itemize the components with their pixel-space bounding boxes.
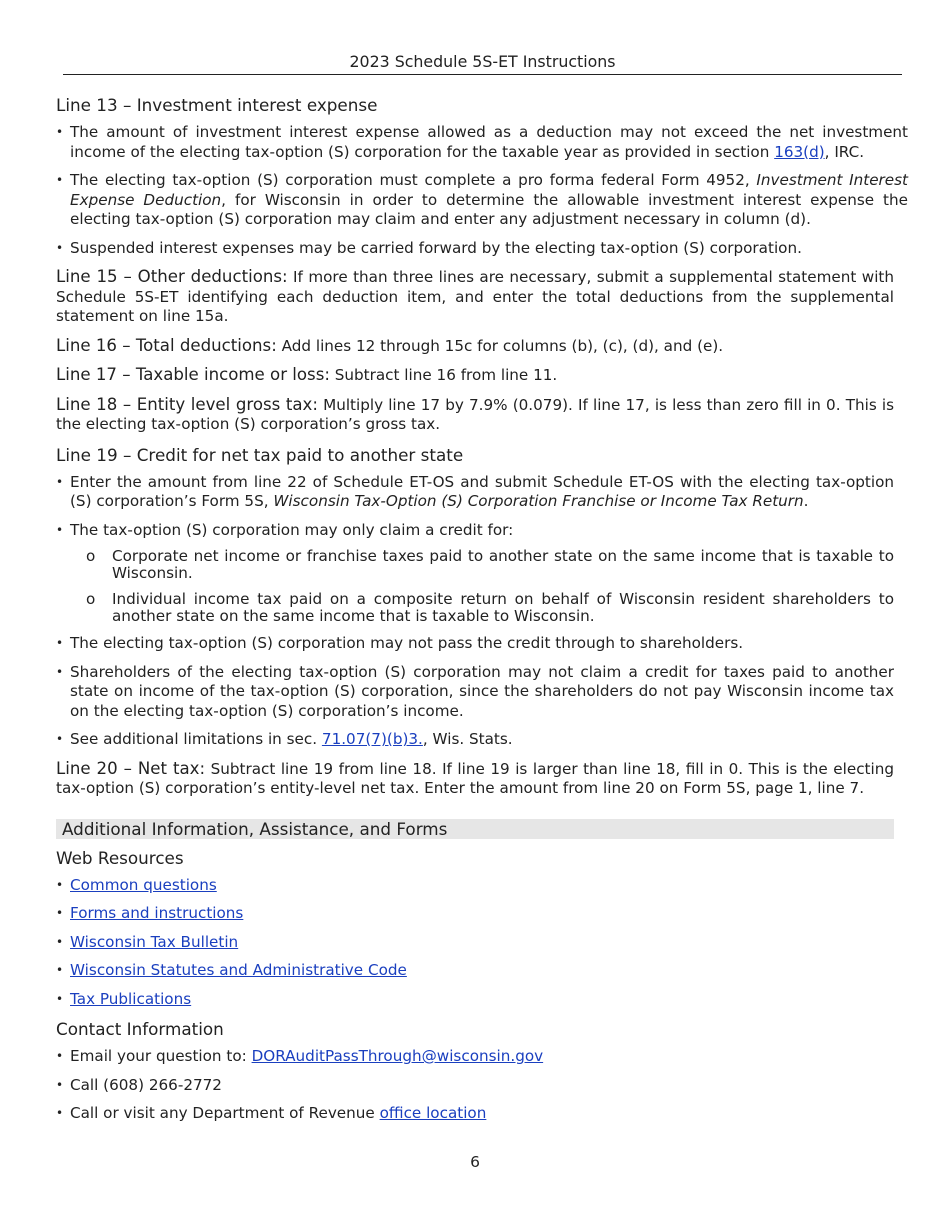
line15-paragraph xyxy=(56,267,894,327)
web-resource-item xyxy=(56,990,908,1010)
line19-bullet-2 xyxy=(56,521,894,626)
contact-phone-item: • Call (608) 266-2772 xyxy=(56,1076,908,1096)
line13-heading: Line 13 – Investment interest expense xyxy=(56,95,378,115)
line13-bullet-2-text: The electing tax-option (S) corporation must complete a pro forma federal Form 4952, xyxy=(70,171,757,189)
line15-text: If more than three lines are necessary, submit a supplemental statement with Schedule 5S-ET identifying each deduction item, and enter the total deductions from the supplemental statement on line 15a. xyxy=(56,268,894,325)
line15-lead: Line 15 – Other deductions: xyxy=(56,267,288,286)
line13-bullet-3: • Suspended interest expenses may be carried forward by the electing tax-option (S) corporation. xyxy=(56,239,908,259)
line17-text: Subtract line 16 from line 11. xyxy=(329,366,558,384)
wis-stats-71-07-link[interactable]: 71.07(7)(b)3. xyxy=(321,730,423,748)
contact-info-heading: Contact Information xyxy=(56,1019,224,1039)
contact-email-link[interactable]: DORAuditPassThrough@wisconsin.gov xyxy=(251,1047,544,1065)
form-4952-title: Investment Interest Expense Deduction xyxy=(70,171,908,209)
line19-bullet-1-text: Enter the amount from line 22 of Schedule ET-OS and submit Schedule ET-OS with the electing tax-option (S) corporation’s Form 5S, xyxy=(70,472,894,510)
line16-lead: Line 16 – Total deductions: xyxy=(56,335,277,355)
page-content xyxy=(56,94,908,1133)
line16-text: Add lines 12 through 15c for columns (b), (c), (d), and (e). xyxy=(276,336,724,355)
forms-and-instructions-link[interactable]: Forms and instructions xyxy=(70,904,244,922)
wisconsin-tax-bulletin-link[interactable]: Wisconsin Tax Bulletin xyxy=(70,932,239,951)
line17-paragraph xyxy=(56,365,894,386)
web-resource-item xyxy=(56,933,908,953)
line19-bullet-3: • The electing tax-option (S) corporation may not pass the credit through to shareholders. xyxy=(56,634,894,654)
line13-bullet-2-tail: , for Wisconsin in order to determine the allowable investment interest expense the electing tax-option (S) corporation may claim and enter any adjustment necessary in column (d). xyxy=(70,190,908,228)
page-header: 2023 Schedule 5S-ET Instructions xyxy=(63,51,902,75)
line19-bullet-1 xyxy=(56,473,894,512)
credit-sub-item-2: o Individual income tax paid on a composite return on behalf of Wisconsin resident shareholders to another state on the same income that is taxable to Wisconsin. xyxy=(70,591,894,625)
line19-bullet-4: • Shareholders of the electing tax-option (S) corporation may not claim a credit for taxes paid to another state on income of the tax-option (S) corporation, since the shareholders do not pay Wisconsin income tax on the electing tax-option (S) corporation’s income. xyxy=(56,663,894,722)
contact-email-item xyxy=(56,1047,908,1067)
line19-bullet-5-tail: , Wis. Stats. xyxy=(422,730,513,748)
line19-bullet-1-tail: . xyxy=(803,492,809,510)
line20-text: Subtract line 19 from line 18. If line 19 is larger than line 18, fill in 0. This is the electing tax-option (S) corporation’s entity-level net tax. Enter the amount from line 20 on Form 5S, page 1, line 7. xyxy=(56,759,894,797)
line13-bullet-1-tail: , IRC. xyxy=(824,142,865,161)
line20-paragraph xyxy=(56,759,894,799)
line13-bullet-1 xyxy=(56,123,908,162)
contact-email-label: Email your question to: xyxy=(70,1047,252,1065)
line13-bullet-2 xyxy=(56,171,908,230)
common-questions-link[interactable]: Common questions xyxy=(70,875,217,894)
line19-bullet-2-text: The tax-option (S) corporation may only claim a credit for: xyxy=(70,520,514,539)
web-resources-list xyxy=(56,876,908,1010)
line13-list xyxy=(56,123,908,258)
line18-lead: Line 18 – Entity level gross tax: xyxy=(56,394,318,414)
statutes-admin-code-link[interactable]: Wisconsin Statutes and Administrative Code xyxy=(70,961,407,979)
line19-bullet-5-text: See additional limitations in sec. xyxy=(70,730,322,748)
form-5s-title: Wisconsin Tax-Option (S) Corporation Franchise or Income Tax Return xyxy=(273,492,804,510)
credit-sub-list xyxy=(70,548,894,625)
web-resource-item xyxy=(56,961,908,981)
line19-list xyxy=(56,473,894,750)
line16-paragraph xyxy=(56,336,894,357)
line18-text: Multiply line 17 by 7.9% (0.079). If line 17, is less than zero fill in 0. This is the electing tax-option (S) corporation’s gross tax. xyxy=(56,395,894,433)
line20-lead: Line 20 – Net tax: xyxy=(56,758,206,778)
line17-lead: Line 17 – Taxable income or loss: xyxy=(56,365,330,384)
additional-info-section-title: Additional Information, Assistance, and Forms xyxy=(56,819,894,839)
line13-bullet-1-text: The amount of investment interest expense allowed as a deduction may not exceed the net investment income of the electing tax-option (S) corporation for the taxable year as provided in section xyxy=(70,123,908,161)
office-location-link[interactable]: office location xyxy=(379,1104,487,1122)
page-number: 6 xyxy=(470,1153,480,1171)
line19-bullet-5 xyxy=(56,730,894,750)
contact-office-item xyxy=(56,1104,908,1124)
line19-heading: Line 19 – Credit for net tax paid to another state xyxy=(56,444,464,465)
web-resource-item xyxy=(56,904,908,924)
contact-info-list xyxy=(56,1047,908,1124)
irc-163d-link[interactable]: 163(d) xyxy=(774,142,825,161)
credit-sub-item-1: o Corporate net income or franchise taxes paid to another state on the same income that is taxable to Wisconsin. xyxy=(70,548,894,582)
tax-publications-link[interactable]: Tax Publications xyxy=(70,989,192,1008)
web-resources-heading: Web Resources xyxy=(56,847,184,868)
web-resource-item xyxy=(56,876,908,896)
contact-office-label: Call or visit any Department of Revenue xyxy=(70,1104,380,1122)
line18-paragraph xyxy=(56,395,894,435)
